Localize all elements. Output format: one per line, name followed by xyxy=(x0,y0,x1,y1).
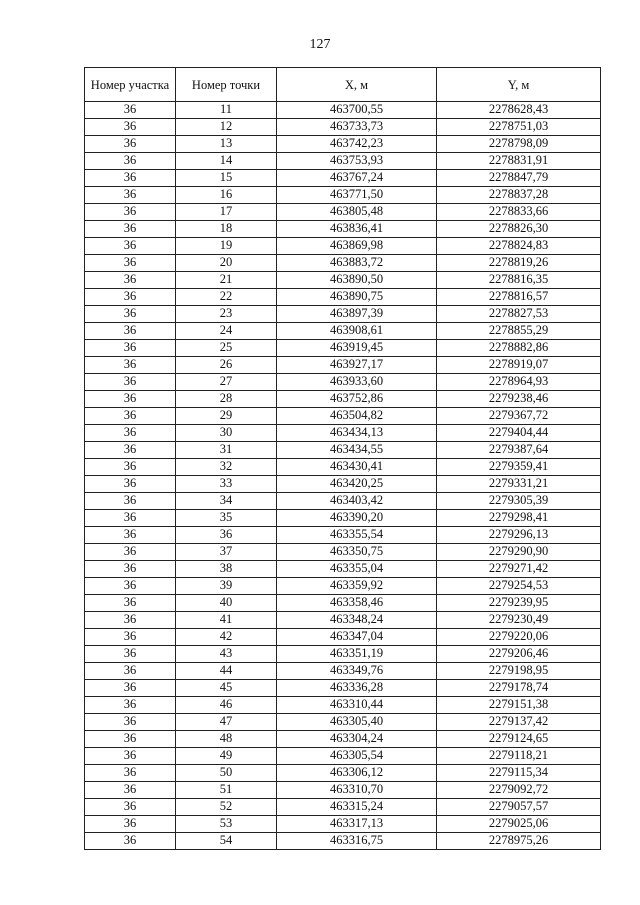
table-row xyxy=(85,476,601,493)
table-row xyxy=(85,663,601,680)
table-row xyxy=(85,510,601,527)
cell-area-number: 36 xyxy=(85,510,176,527)
table-row xyxy=(85,153,601,170)
cell-area-number: 36 xyxy=(85,714,176,731)
cell-y-coordinate: 2278824,83 xyxy=(437,238,601,255)
cell-area-number: 36 xyxy=(85,527,176,544)
table-row xyxy=(85,187,601,204)
cell-point-number: 43 xyxy=(176,646,277,663)
cell-area-number: 36 xyxy=(85,578,176,595)
page-number: 127 xyxy=(309,37,331,52)
cell-x-coordinate: 463752,86 xyxy=(277,391,437,408)
table-row xyxy=(85,323,601,340)
cell-x-coordinate: 463434,13 xyxy=(277,425,437,442)
cell-area-number: 36 xyxy=(85,629,176,646)
cell-y-coordinate: 2279230,49 xyxy=(437,612,601,629)
cell-y-coordinate: 2279198,95 xyxy=(437,663,601,680)
cell-x-coordinate: 463933,60 xyxy=(277,374,437,391)
cell-point-number: 39 xyxy=(176,578,277,595)
header-point-number: Номер точки xyxy=(176,68,277,102)
cell-y-coordinate: 2279296,13 xyxy=(437,527,601,544)
cell-y-coordinate: 2278819,26 xyxy=(437,255,601,272)
cell-point-number: 24 xyxy=(176,323,277,340)
table-row xyxy=(85,799,601,816)
cell-y-coordinate: 2278831,91 xyxy=(437,153,601,170)
cell-x-coordinate: 463358,46 xyxy=(277,595,437,612)
cell-x-coordinate: 463355,54 xyxy=(277,527,437,544)
cell-x-coordinate: 463305,40 xyxy=(277,714,437,731)
cell-point-number: 36 xyxy=(176,527,277,544)
cell-point-number: 29 xyxy=(176,408,277,425)
cell-point-number: 35 xyxy=(176,510,277,527)
cell-area-number: 36 xyxy=(85,765,176,782)
table-row xyxy=(85,221,601,238)
table-row xyxy=(85,306,601,323)
table-row xyxy=(85,289,601,306)
cell-y-coordinate: 2279137,42 xyxy=(437,714,601,731)
table-row xyxy=(85,578,601,595)
coordinates-table xyxy=(84,67,601,850)
cell-y-coordinate: 2278837,28 xyxy=(437,187,601,204)
cell-y-coordinate: 2279057,57 xyxy=(437,799,601,816)
table-row xyxy=(85,493,601,510)
table-row xyxy=(85,357,601,374)
table-row xyxy=(85,697,601,714)
cell-area-number: 36 xyxy=(85,340,176,357)
cell-y-coordinate: 2279092,72 xyxy=(437,782,601,799)
cell-y-coordinate: 2278833,66 xyxy=(437,204,601,221)
table-row xyxy=(85,833,601,850)
cell-area-number: 36 xyxy=(85,833,176,850)
cell-area-number: 36 xyxy=(85,782,176,799)
cell-area-number: 36 xyxy=(85,187,176,204)
cell-x-coordinate: 463359,92 xyxy=(277,578,437,595)
cell-point-number: 20 xyxy=(176,255,277,272)
table-row xyxy=(85,425,601,442)
cell-y-coordinate: 2279367,72 xyxy=(437,408,601,425)
cell-x-coordinate: 463890,75 xyxy=(277,289,437,306)
cell-point-number: 33 xyxy=(176,476,277,493)
cell-point-number: 28 xyxy=(176,391,277,408)
cell-x-coordinate: 463305,54 xyxy=(277,748,437,765)
cell-point-number: 51 xyxy=(176,782,277,799)
cell-area-number: 36 xyxy=(85,119,176,136)
cell-y-coordinate: 2278751,03 xyxy=(437,119,601,136)
table-row xyxy=(85,391,601,408)
cell-x-coordinate: 463355,04 xyxy=(277,561,437,578)
table-row xyxy=(85,102,601,119)
cell-x-coordinate: 463350,75 xyxy=(277,544,437,561)
table-row xyxy=(85,170,601,187)
cell-y-coordinate: 2279025,06 xyxy=(437,816,601,833)
table-row xyxy=(85,714,601,731)
cell-y-coordinate: 2278816,57 xyxy=(437,289,601,306)
cell-x-coordinate: 463304,24 xyxy=(277,731,437,748)
cell-area-number: 36 xyxy=(85,204,176,221)
cell-area-number: 36 xyxy=(85,425,176,442)
cell-point-number: 40 xyxy=(176,595,277,612)
cell-point-number: 23 xyxy=(176,306,277,323)
table-row xyxy=(85,408,601,425)
table-row xyxy=(85,374,601,391)
cell-y-coordinate: 2279239,95 xyxy=(437,595,601,612)
cell-y-coordinate: 2279290,90 xyxy=(437,544,601,561)
cell-area-number: 36 xyxy=(85,255,176,272)
table-row xyxy=(85,561,601,578)
cell-point-number: 34 xyxy=(176,493,277,510)
cell-point-number: 49 xyxy=(176,748,277,765)
cell-point-number: 42 xyxy=(176,629,277,646)
cell-y-coordinate: 2279359,41 xyxy=(437,459,601,476)
cell-x-coordinate: 463771,50 xyxy=(277,187,437,204)
cell-area-number: 36 xyxy=(85,595,176,612)
cell-x-coordinate: 463919,45 xyxy=(277,340,437,357)
cell-point-number: 38 xyxy=(176,561,277,578)
table-header-row xyxy=(85,68,601,102)
cell-point-number: 17 xyxy=(176,204,277,221)
cell-area-number: 36 xyxy=(85,408,176,425)
cell-area-number: 36 xyxy=(85,170,176,187)
cell-x-coordinate: 463733,73 xyxy=(277,119,437,136)
cell-x-coordinate: 463430,41 xyxy=(277,459,437,476)
cell-point-number: 52 xyxy=(176,799,277,816)
cell-point-number: 21 xyxy=(176,272,277,289)
header-x-coordinate: X, м xyxy=(277,68,437,102)
cell-x-coordinate: 463767,24 xyxy=(277,170,437,187)
cell-area-number: 36 xyxy=(85,612,176,629)
cell-point-number: 50 xyxy=(176,765,277,782)
cell-x-coordinate: 463315,24 xyxy=(277,799,437,816)
cell-area-number: 36 xyxy=(85,102,176,119)
cell-y-coordinate: 2279115,34 xyxy=(437,765,601,782)
cell-area-number: 36 xyxy=(85,816,176,833)
cell-y-coordinate: 2279305,39 xyxy=(437,493,601,510)
cell-y-coordinate: 2278919,07 xyxy=(437,357,601,374)
cell-point-number: 31 xyxy=(176,442,277,459)
cell-point-number: 14 xyxy=(176,153,277,170)
cell-point-number: 18 xyxy=(176,221,277,238)
cell-x-coordinate: 463836,41 xyxy=(277,221,437,238)
cell-y-coordinate: 2278855,29 xyxy=(437,323,601,340)
table-row xyxy=(85,255,601,272)
cell-area-number: 36 xyxy=(85,476,176,493)
cell-y-coordinate: 2279118,21 xyxy=(437,748,601,765)
table-row xyxy=(85,816,601,833)
cell-area-number: 36 xyxy=(85,646,176,663)
cell-y-coordinate: 2279387,64 xyxy=(437,442,601,459)
cell-point-number: 11 xyxy=(176,102,277,119)
cell-area-number: 36 xyxy=(85,323,176,340)
cell-y-coordinate: 2278975,26 xyxy=(437,833,601,850)
cell-y-coordinate: 2279404,44 xyxy=(437,425,601,442)
cell-x-coordinate: 463348,24 xyxy=(277,612,437,629)
cell-y-coordinate: 2279331,21 xyxy=(437,476,601,493)
cell-y-coordinate: 2278628,43 xyxy=(437,102,601,119)
cell-area-number: 36 xyxy=(85,221,176,238)
cell-point-number: 12 xyxy=(176,119,277,136)
cell-x-coordinate: 463317,13 xyxy=(277,816,437,833)
cell-x-coordinate: 463351,19 xyxy=(277,646,437,663)
cell-y-coordinate: 2279178,74 xyxy=(437,680,601,697)
cell-area-number: 36 xyxy=(85,697,176,714)
cell-x-coordinate: 463347,04 xyxy=(277,629,437,646)
cell-x-coordinate: 463403,42 xyxy=(277,493,437,510)
cell-y-coordinate: 2278847,79 xyxy=(437,170,601,187)
cell-point-number: 41 xyxy=(176,612,277,629)
cell-area-number: 36 xyxy=(85,289,176,306)
table-row xyxy=(85,680,601,697)
cell-x-coordinate: 463306,12 xyxy=(277,765,437,782)
cell-area-number: 36 xyxy=(85,493,176,510)
table-row xyxy=(85,629,601,646)
cell-area-number: 36 xyxy=(85,459,176,476)
cell-point-number: 19 xyxy=(176,238,277,255)
cell-area-number: 36 xyxy=(85,680,176,697)
cell-point-number: 22 xyxy=(176,289,277,306)
cell-area-number: 36 xyxy=(85,663,176,680)
cell-point-number: 30 xyxy=(176,425,277,442)
cell-point-number: 16 xyxy=(176,187,277,204)
cell-y-coordinate: 2278826,30 xyxy=(437,221,601,238)
cell-x-coordinate: 463927,17 xyxy=(277,357,437,374)
cell-y-coordinate: 2279206,46 xyxy=(437,646,601,663)
cell-x-coordinate: 463310,70 xyxy=(277,782,437,799)
cell-area-number: 36 xyxy=(85,799,176,816)
cell-y-coordinate: 2279151,38 xyxy=(437,697,601,714)
cell-area-number: 36 xyxy=(85,561,176,578)
cell-area-number: 36 xyxy=(85,136,176,153)
cell-point-number: 48 xyxy=(176,731,277,748)
header-area-number: Номер участка xyxy=(85,68,176,102)
cell-area-number: 36 xyxy=(85,442,176,459)
cell-x-coordinate: 463805,48 xyxy=(277,204,437,221)
cell-y-coordinate: 2279298,41 xyxy=(437,510,601,527)
table-row xyxy=(85,595,601,612)
cell-x-coordinate: 463753,93 xyxy=(277,153,437,170)
cell-point-number: 27 xyxy=(176,374,277,391)
table-row xyxy=(85,204,601,221)
table-row xyxy=(85,119,601,136)
header-y-coordinate: Y, м xyxy=(437,68,601,102)
table-row xyxy=(85,238,601,255)
cell-x-coordinate: 463310,44 xyxy=(277,697,437,714)
cell-area-number: 36 xyxy=(85,238,176,255)
table-row xyxy=(85,459,601,476)
cell-x-coordinate: 463883,72 xyxy=(277,255,437,272)
cell-point-number: 26 xyxy=(176,357,277,374)
cell-y-coordinate: 2279238,46 xyxy=(437,391,601,408)
table-row xyxy=(85,646,601,663)
table-row xyxy=(85,731,601,748)
table-body xyxy=(85,102,601,850)
table-row xyxy=(85,544,601,561)
cell-x-coordinate: 463869,98 xyxy=(277,238,437,255)
cell-area-number: 36 xyxy=(85,272,176,289)
cell-point-number: 44 xyxy=(176,663,277,680)
cell-area-number: 36 xyxy=(85,731,176,748)
cell-y-coordinate: 2278964,93 xyxy=(437,374,601,391)
cell-y-coordinate: 2278816,35 xyxy=(437,272,601,289)
cell-x-coordinate: 463336,28 xyxy=(277,680,437,697)
cell-point-number: 25 xyxy=(176,340,277,357)
table-row xyxy=(85,612,601,629)
cell-area-number: 36 xyxy=(85,374,176,391)
cell-x-coordinate: 463420,25 xyxy=(277,476,437,493)
table-row xyxy=(85,442,601,459)
cell-point-number: 32 xyxy=(176,459,277,476)
cell-point-number: 45 xyxy=(176,680,277,697)
cell-area-number: 36 xyxy=(85,544,176,561)
cell-x-coordinate: 463390,20 xyxy=(277,510,437,527)
cell-y-coordinate: 2279220,06 xyxy=(437,629,601,646)
cell-area-number: 36 xyxy=(85,306,176,323)
table-row xyxy=(85,136,601,153)
cell-point-number: 46 xyxy=(176,697,277,714)
cell-point-number: 54 xyxy=(176,833,277,850)
cell-point-number: 13 xyxy=(176,136,277,153)
cell-y-coordinate: 2278798,09 xyxy=(437,136,601,153)
cell-y-coordinate: 2279271,42 xyxy=(437,561,601,578)
cell-x-coordinate: 463316,75 xyxy=(277,833,437,850)
cell-area-number: 36 xyxy=(85,153,176,170)
table-row xyxy=(85,272,601,289)
cell-point-number: 15 xyxy=(176,170,277,187)
cell-y-coordinate: 2278827,53 xyxy=(437,306,601,323)
cell-x-coordinate: 463890,50 xyxy=(277,272,437,289)
cell-point-number: 37 xyxy=(176,544,277,561)
table-row xyxy=(85,782,601,799)
cell-x-coordinate: 463742,23 xyxy=(277,136,437,153)
cell-x-coordinate: 463700,55 xyxy=(277,102,437,119)
cell-x-coordinate: 463908,61 xyxy=(277,323,437,340)
cell-point-number: 53 xyxy=(176,816,277,833)
cell-x-coordinate: 463349,76 xyxy=(277,663,437,680)
cell-x-coordinate: 463897,39 xyxy=(277,306,437,323)
table-row xyxy=(85,527,601,544)
cell-x-coordinate: 463434,55 xyxy=(277,442,437,459)
table-row xyxy=(85,340,601,357)
cell-x-coordinate: 463504,82 xyxy=(277,408,437,425)
cell-area-number: 36 xyxy=(85,357,176,374)
table-row xyxy=(85,748,601,765)
cell-point-number: 47 xyxy=(176,714,277,731)
cell-y-coordinate: 2279254,53 xyxy=(437,578,601,595)
cell-y-coordinate: 2279124,65 xyxy=(437,731,601,748)
cell-y-coordinate: 2278882,86 xyxy=(437,340,601,357)
cell-area-number: 36 xyxy=(85,748,176,765)
table-row xyxy=(85,765,601,782)
cell-area-number: 36 xyxy=(85,391,176,408)
